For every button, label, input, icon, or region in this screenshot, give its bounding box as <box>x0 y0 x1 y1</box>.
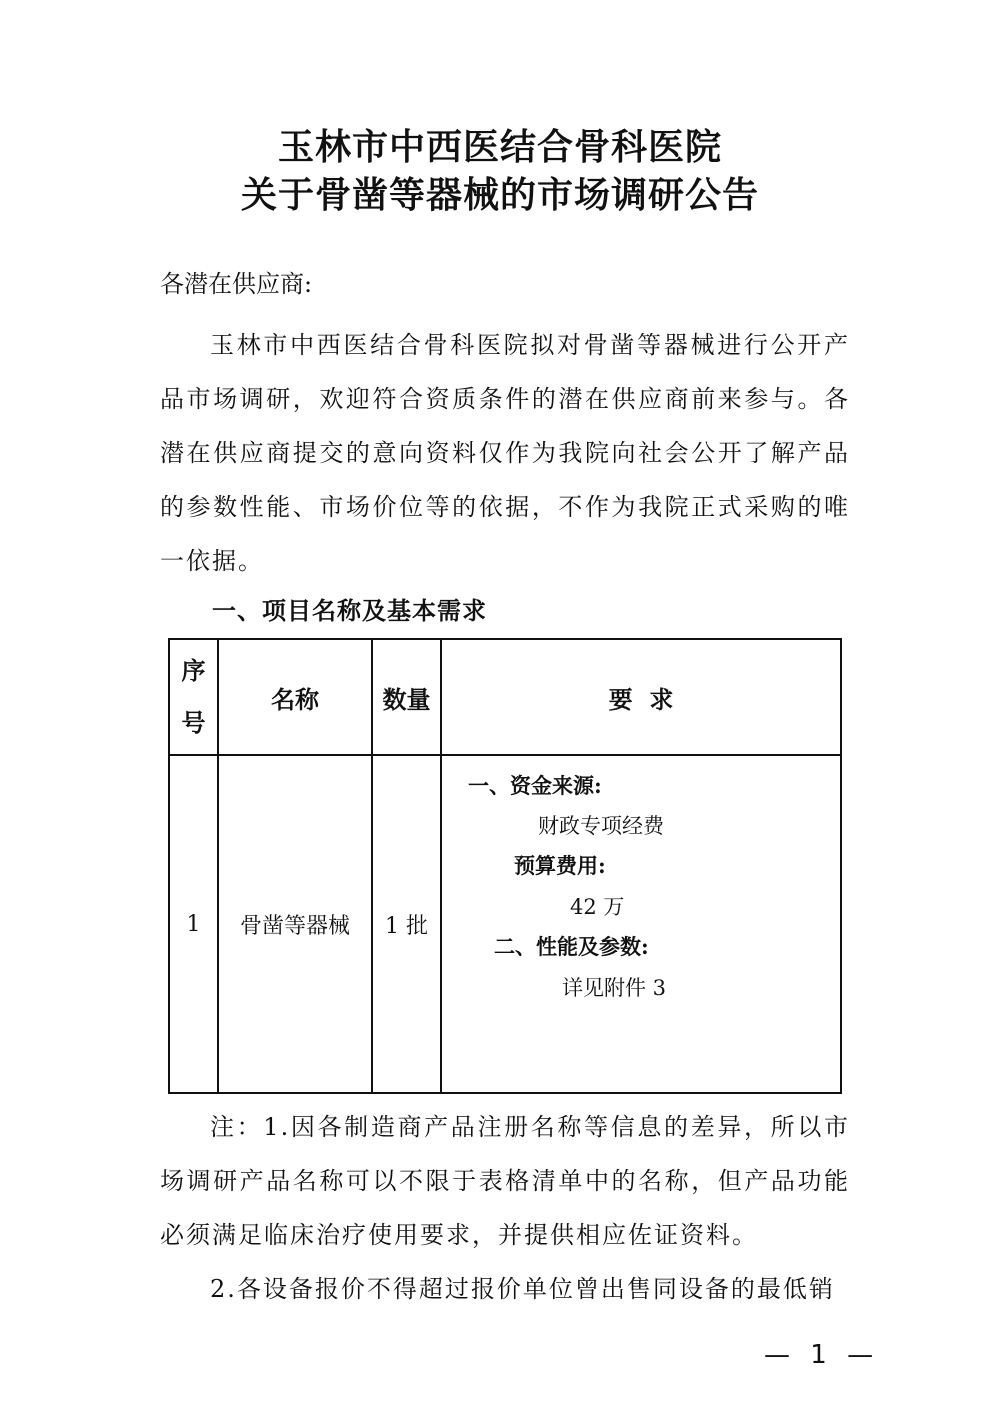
cell-seq: 1 <box>169 755 218 1093</box>
header-name: 名称 <box>218 639 372 755</box>
document-title-line2: 关于骨凿等器械的市场调研公告 <box>240 174 759 216</box>
intro-paragraph: 玉林市中西医结合骨科医院拟对骨凿等器械进行公开产品市场调研，欢迎符合资质条件的潜在供应商前来参与。各潜在供应商提交的意向资料仅作为我院向社会公开了解产品的参数性能、市场价位等的依据，不作为我院正式采购的唯一依据。 <box>160 331 850 575</box>
fund-source-value: 财政专项经费 <box>538 814 664 838</box>
performance-value: 详见附件 3 <box>562 976 667 1000</box>
cell-name: 骨凿等器械 <box>218 755 372 1093</box>
header-seq-line1: 序 <box>181 656 206 685</box>
section-heading-project-name: 一、项目名称及基本需求 <box>212 596 487 625</box>
requirements-table <box>168 638 842 1094</box>
notes-section <box>160 1100 850 1316</box>
header-requirement: 要 求 <box>441 639 841 755</box>
budget-label: 预算费用: <box>514 853 606 878</box>
note-2: 2.各设备报价不得超过报价单位曾出售同设备的最低销 <box>210 1275 835 1303</box>
document-title-line1: 玉林市中西医结合骨科医院 <box>277 126 722 168</box>
performance-label: 二、性能及参数: <box>494 934 649 959</box>
table-header-row <box>169 639 841 755</box>
budget-value: 42 万 <box>570 895 625 919</box>
note-1: 注：1.因各制造商产品注册名称等信息的差异，所以市场调研产品名称可以不限于表格清单中的名称，但产品功能必须满足临床治疗使用要求，并提供相应佐证资料。 <box>160 1113 850 1249</box>
cell-quantity: 1 批 <box>372 755 441 1093</box>
salutation: 各潜在供应商: <box>160 270 313 298</box>
fund-source-label: 一、资金来源: <box>468 773 602 798</box>
header-seq <box>169 639 218 755</box>
header-quantity: 数量 <box>372 639 441 755</box>
cell-requirements <box>441 755 841 1093</box>
table-row <box>169 755 841 1093</box>
header-seq-line2: 号 <box>181 708 206 737</box>
page-number: — 1 — <box>764 1340 880 1370</box>
